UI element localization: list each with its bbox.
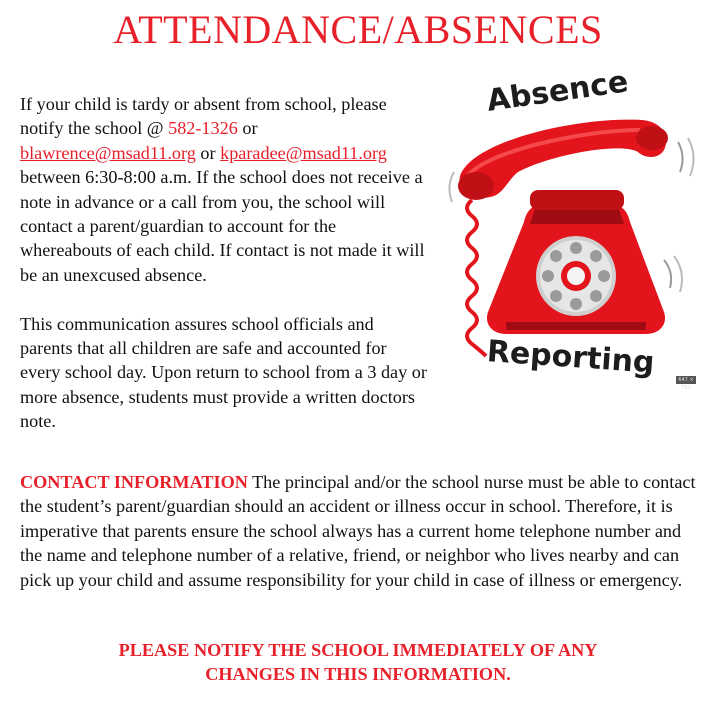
intro-text-3: or [195, 142, 221, 163]
intro-text-1: If your child is tardy or absent from school, please notify the school @ [20, 94, 387, 139]
intro-text-4: between 6:30-8:00 a.m. If the school does not receive a note in advance or a call from you, the school will contact a parent/guardian to account for the whereabouts of each child. If contact is not made it will be an unexcused absence. [20, 167, 425, 285]
image-word-reporting: Reporting [485, 334, 656, 381]
school-phone-number: 582-1326 [168, 118, 238, 139]
image-size-badge: 647 × 782 [676, 376, 696, 384]
image-word-absence: Absence [484, 64, 631, 119]
absence-reporting-image [432, 64, 702, 381]
intro-text-2: or [237, 118, 258, 139]
intro-paragraph [20, 92, 430, 287]
notice-line-1: PLEASE NOTIFY THE SCHOOL IMMEDIATELY OF ANY [118, 640, 598, 660]
contact-information-label: CONTACT INFORMATION [20, 472, 248, 492]
email-link-blawrence[interactable]: blawrence@msad11.org [20, 142, 196, 163]
red-rotary-telephone-icon [432, 80, 702, 380]
page-title: ATTENDANCE/ABSENCES [113, 7, 603, 52]
text-column [20, 92, 430, 434]
notify-school-notice [0, 638, 716, 686]
contact-information-paragraph [20, 470, 700, 592]
notice-line-2: CHANGES IN THIS INFORMATION. [205, 664, 511, 684]
contact-information-text: The principal and/or the school nurse must be able to contact the student’s parent/guardian should an accident or illness occur in school. Therefore, it is imperative that parents ensure the school always has a current home telephone number and the name and telephone number of a relative, friend, or neighbor who lives nearby and can pick up your child and assume responsibility for your child in case of illness or emergency. [20, 472, 696, 590]
assurance-paragraph: This communication assures school officials and parents that all children are safe and accounted for every school day. Upon return to school from a 3 day or more absence, students must provide a written doctors note. [20, 313, 427, 432]
email-link-kparadee[interactable]: kparadee@msad11.org [220, 142, 387, 163]
